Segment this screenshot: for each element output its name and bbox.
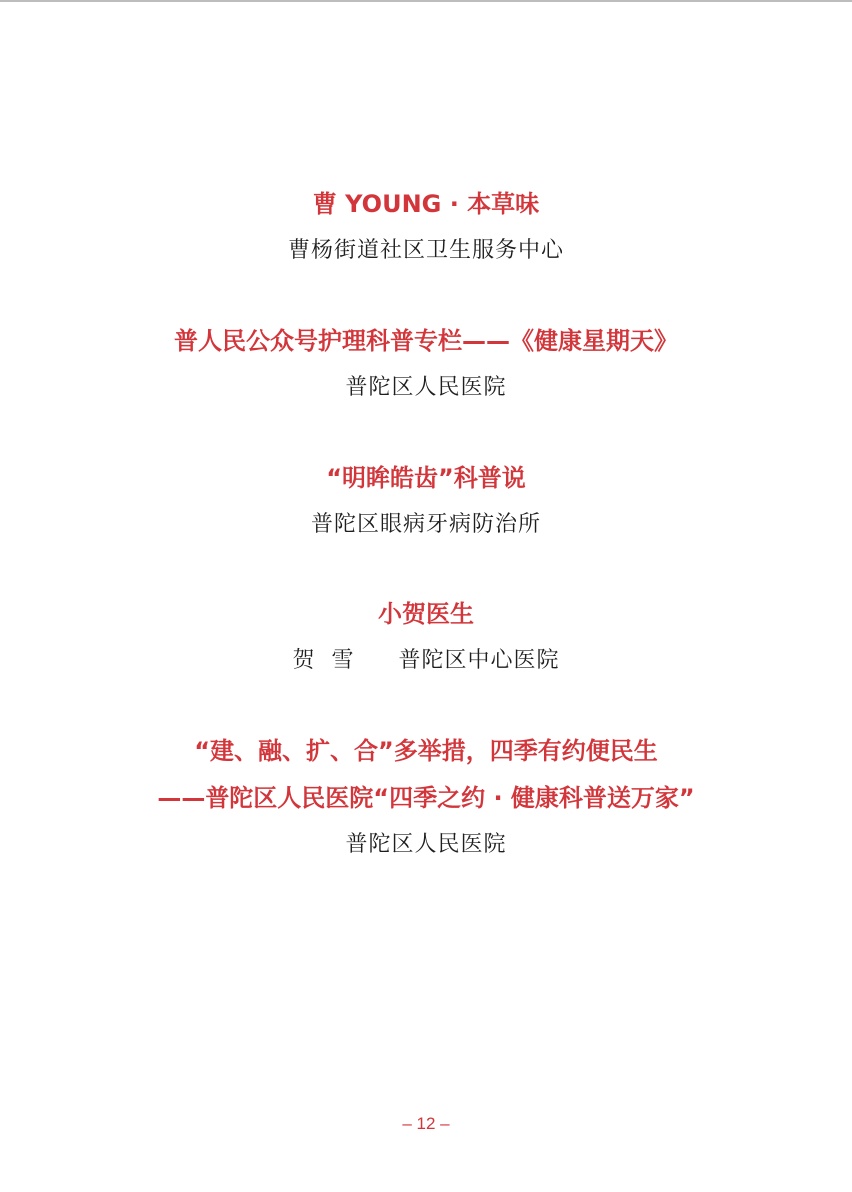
entry-organization: 普陀区眼病牙病防治所 — [310, 512, 541, 537]
entry-author: 贺 雪 — [292, 648, 355, 673]
entry-organization: 普陀区中心医院 — [398, 648, 560, 673]
entry-organization: 普陀区人民医院 — [345, 832, 507, 857]
entry-title: 小贺医生 — [378, 600, 474, 628]
page-number: – 12 – — [402, 1114, 450, 1133]
entry-title-line-2: ——普陀区人民医院“四季之约 · 健康科普送万家” — [157, 784, 695, 812]
entry-title: 曹 YOUNG · 本草味 — [312, 190, 540, 218]
entry-author-line — [0, 645, 852, 677]
top-border-line — [0, 0, 852, 2]
entry-title: 普人民公众号护理科普专栏——《健康星期天》 — [174, 327, 678, 355]
entry-title-line-1: “建、融、扩、合”多举措，四季有约便民生 — [194, 737, 658, 765]
entry-organization: 曹杨街道社区卫生服务中心 — [287, 238, 564, 263]
entry-organization: 普陀区人民医院 — [345, 375, 507, 400]
entry-title: “明眸皓齿”科普说 — [326, 464, 526, 492]
